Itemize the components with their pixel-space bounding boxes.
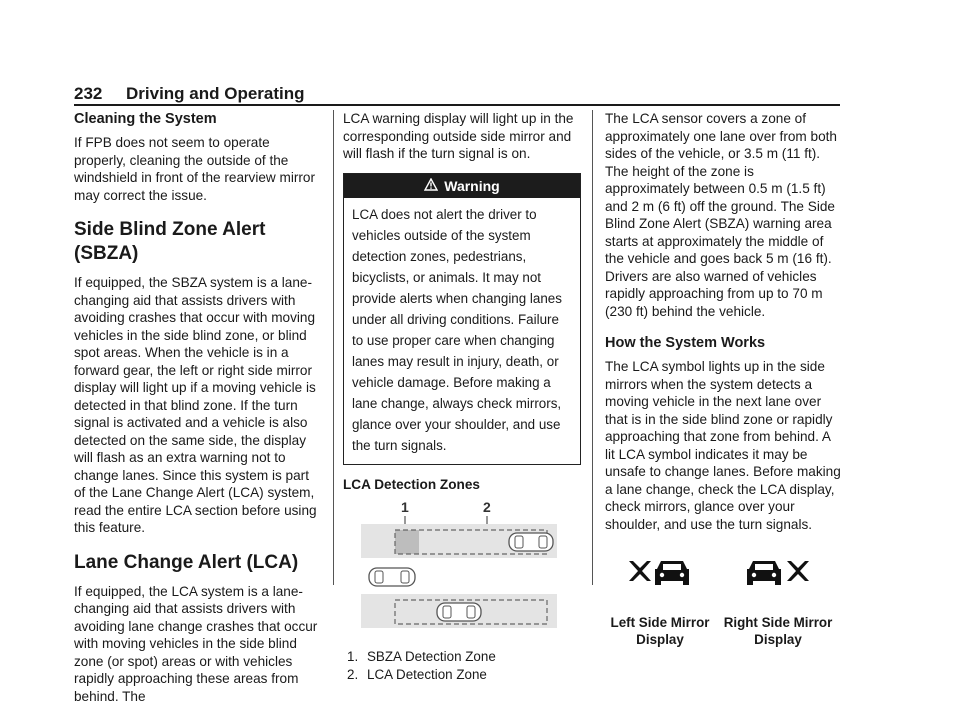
lca-display-paragraph: LCA warning display will light up in the corresponding outside side mirror and will flash if the turn signal is on. [343, 110, 581, 163]
column-divider [333, 110, 334, 585]
works-paragraph: The LCA symbol lights up in the side mirrors when the system detects a moving vehicle in the next lane over that is in the side blind zone or rapidly approaching that zone from behind. A lit LCA symbol indicates it may be unsafe to change lanes. Before making a lane change, check the LCA display, check mirrors, glance over your shoulder, and use the turn signals. [605, 358, 841, 533]
right-mirror-display [723, 555, 833, 648]
column-left [74, 110, 324, 705]
car-bottom [437, 603, 481, 621]
car-top [509, 533, 553, 551]
left-mirror-display [605, 555, 715, 648]
cleaning-paragraph: If FPB does not seem to operate properly, cleaning the outside of the windshield in front of the rearview mirror may correct the issue. [74, 134, 324, 204]
mirror-displays [605, 555, 841, 705]
cleaning-heading: Cleaning the System [74, 110, 324, 128]
sbza-heading: Side Blind Zone Alert (SBZA) [74, 218, 324, 266]
sbza-paragraph: If equipped, the SBZA system is a lane-changing aid that assists drivers with avoiding crashes that occur with moving vehicles in the side blind zone, or blind spot areas. When the vehicle is in a forward gear, the left or right side mirror display will light up if a moving vehicle is detected in that blind zone. If the turn signal is activated and a vehicle is also detected on the same side, the display will flash as an extra warning not to change lanes. Since this system is part of the Lane Change Alert (LCA) system, read the entire LCA section before using this feature. [74, 274, 324, 537]
left-mirror-lca-icon [625, 555, 695, 595]
section-title: Driving and Operating [126, 84, 305, 104]
figure-legend [347, 648, 581, 684]
right-mirror-caption: Right Side Mirror Display [723, 614, 833, 648]
warning-text: LCA does not alert the driver to vehicles outside of the system detection zones, pedestrians, bicyclists, or animals. It may not provide alerts when changing lanes under all driving conditions. Failure to use proper care when changing lanes may result in injury, death, or vehicle damage. Before making a lane change, always check mirrors, glance over your shoulder, and use the turn signals. [352, 204, 572, 456]
warning-header [344, 174, 580, 198]
lca-heading: Lane Change Alert (LCA) [74, 551, 324, 575]
warning-box [343, 173, 581, 465]
warning-triangle-icon [424, 174, 438, 198]
lca-paragraph: If equipped, the LCA system is a lane-changing aid that assists drivers with avoiding lane change crashes that occur with moving vehicles in the side blind zone (or spot) areas or with vehicles rapidly approaching these areas from behind. The [74, 583, 324, 705]
lca-detection-zones-diagram [357, 496, 557, 636]
column-divider [592, 110, 593, 585]
figure-title: LCA Detection Zones [343, 477, 581, 492]
right-mirror-lca-icon [743, 555, 813, 595]
column-middle [343, 110, 581, 684]
works-heading: How the System Works [605, 334, 841, 352]
car-own [369, 568, 415, 586]
callout-1: 1 [401, 499, 409, 515]
page-header [74, 84, 840, 106]
warning-title: Warning [444, 178, 499, 194]
zone-paragraph: The LCA sensor covers a zone of approximately one lane over from both sides of the vehicle, or 3.5 m (11 ft). The height of the zone is approximately between 0.5 m (1.5 ft) and 2 m (6 ft) off the ground. The Side Blind Zone Alert (SBZA) warning area starts at approximately the middle of the vehicle and goes back 5 m (16 ft). Drivers are also warned of vehicles rapidly approaching from up to 70 m (230 ft) behind the vehicle. [605, 110, 841, 320]
legend-item: 2. LCA Detection Zone [347, 666, 581, 684]
legend-item: 1. SBZA Detection Zone [347, 648, 581, 666]
page-number: 232 [74, 84, 102, 104]
column-right [605, 110, 841, 705]
callout-2: 2 [483, 499, 491, 515]
header-rule [74, 104, 840, 106]
left-mirror-caption: Left Side Mirror Display [605, 614, 715, 648]
